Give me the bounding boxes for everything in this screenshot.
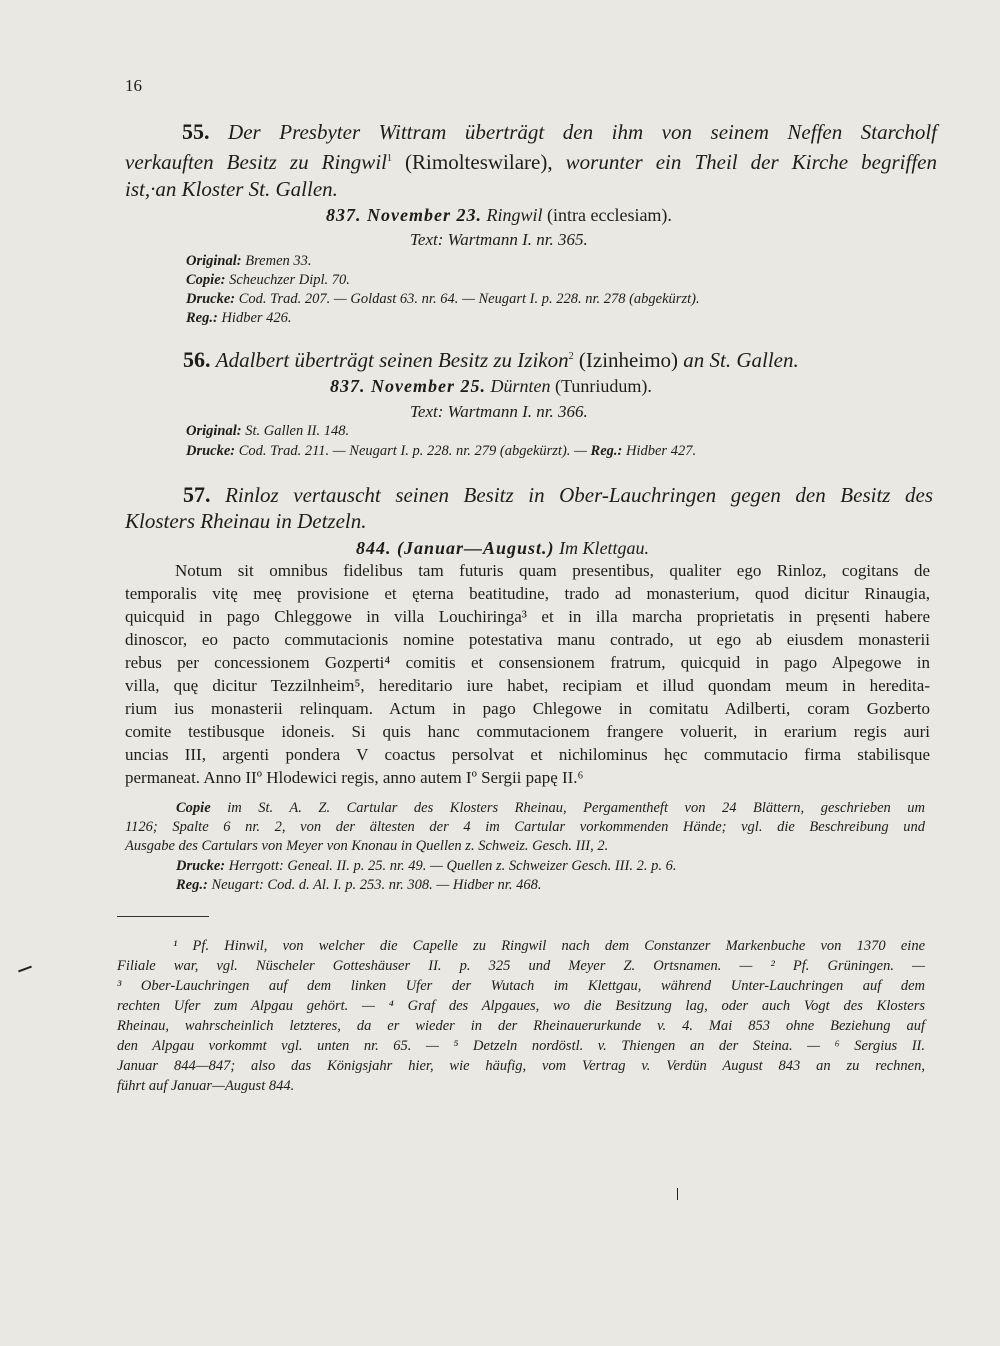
doc57-body-line: uncias III, argenti pondera V coactus persolvat et nichilominus hęc commutacio firma stabilisque	[125, 745, 930, 764]
doc55-title-line1	[182, 119, 937, 145]
doc57-title-line1	[183, 482, 933, 508]
doc56-source-drucke: Drucke: Cod. Trad. 211. — Neugart I. p. 228. nr. 279 (abgekürzt). — Reg.: Hidber 427.	[186, 443, 697, 459]
doc55-title-text1: Der Presbyter Wittram überträgt den ihm von seinem Neffen Starcholf	[228, 120, 937, 144]
doc55-text-reference: Text: Wartmann I. nr. 365.	[410, 230, 588, 249]
doc55-date	[326, 205, 672, 226]
doc57-title-text1: Rinloz vertauscht seinen Besitz in Ober-Lauchringen gegen den Besitz des	[225, 483, 934, 507]
doc57-body-line: villa, quę dicitur Tezzilnheim⁵, hereditario iure habet, recipiam et illud quondam meum in heredita-	[125, 676, 930, 695]
doc55-title-line3: ist,·an Kloster St. Gallen.	[125, 177, 338, 201]
doc55-title-italic: verkauften Besitz zu Ringwil	[125, 150, 387, 174]
doc57-body-line: rium ius monasterii relinquam. Actum in pago Chlegowe in comitatu Adilberti, coram Gozberto	[125, 699, 930, 718]
footnote-line: ¹ Pf. Hinwil, von welcher die Capelle zu Ringwil nach dem Constanzer Markenbuche von 1370 eine	[173, 938, 925, 954]
doc57-date	[356, 538, 649, 559]
doc56-source-original: Original: St. Gallen II. 148.	[186, 423, 350, 439]
doc55-source-drucke: Drucke: Cod. Trad. 207. — Goldast 63. nr. 64. — Neugart I. p. 228. nr. 278 (abgekürzt).	[186, 291, 700, 307]
footnote-line: Filiale war, vgl. Nüscheler Gotteshäuser II. p. 325 und Meyer Z. Ortsnamen. — ² Pf. Grüningen. —	[117, 958, 925, 974]
doc57-cite-copie-line3: Ausgabe des Cartulars von Meyer von Knonau in Quellen z. Schweiz. Gesch. III, 2.	[125, 838, 609, 854]
footnote-line: Rheinau, wahrscheinlich letzteres, da er wieder in der Rheinauerurkunde v. 4. Mai 853 ohne Beziehung auf	[117, 1018, 925, 1034]
footnote-line: ³ Ober-Lauchringen auf dem linken Ufer der Wutach im Klettgau, während Unter-Lauchringen auf dem	[117, 978, 925, 994]
doc56-title	[183, 347, 799, 373]
margin-mark	[18, 966, 32, 973]
footnote-separator	[117, 916, 209, 917]
footnote-ref-1: 1	[386, 153, 392, 164]
doc57-cite-drucke: Drucke: Herrgott: Geneal. II. p. 25. nr. 49. — Quellen z. Schweizer Gesch. III. 2. p. 6.	[176, 858, 677, 874]
doc57-body-line: comite testibusque idoneis. Si quis hanc commutacionem frangere voluerit, in erarium regis auri	[125, 722, 930, 741]
doc55-title-upright: (Rimolteswilare),	[391, 150, 566, 174]
doc57-number: 57.	[183, 482, 211, 507]
footnote-line: Januar 844—847; also das Königsjahr hier, wie häufig, vom Vertrag v. Verdün August 843 an zu rechnen,	[117, 1058, 925, 1074]
doc57-body-line: temporalis vitę meę provisione et ęterna beatitudine, trado ad monasterium, quod dicitur Rinaugia,	[125, 584, 930, 603]
doc55-source-reg: Reg.: Hidber 426.	[186, 310, 292, 326]
doc55-date-place: Ringwil	[486, 205, 543, 225]
doc55-date-bold: 837. November 23.	[326, 205, 482, 225]
doc56-title-upright: (Izinheimo)	[573, 348, 684, 372]
doc57-body-line: dinoscor, eo pacto commutacionis nomine potestativa manu contrado, ut ego ab eiusdem monasterii	[125, 630, 930, 649]
doc56-title-italic-end: an St. Gallen.	[683, 348, 799, 372]
doc57-title-line2: Klosters Rheinau in Detzeln.	[125, 509, 367, 533]
page-number: 16	[125, 76, 142, 95]
doc56-date-bold: 837. November 25.	[330, 376, 486, 396]
doc55-number: 55.	[182, 119, 210, 144]
doc56-number: 56.	[183, 347, 211, 372]
doc57-cite-reg: Reg.: Neugart: Cod. d. Al. I. p. 253. nr. 308. — Hidber nr. 468.	[176, 877, 542, 893]
doc56-date-place: Dürnten	[490, 376, 551, 396]
doc55-source-copie: Copie: Scheuchzer Dipl. 70.	[186, 272, 350, 288]
margin-mark	[677, 1188, 678, 1200]
doc55-title-italic-end: worunter ein Theil der Kirche begriffen	[565, 150, 937, 174]
doc56-date-note: (Tunriudum).	[554, 376, 652, 396]
doc56-text-reference: Text: Wartmann I. nr. 366.	[410, 402, 588, 421]
doc57-date-place: Im Klettgau.	[559, 538, 650, 558]
doc57-body-line: rebus per concessionem Gozperti⁴ comitis et consensionem fratrum, quicquid in pago Alpegowe in	[125, 653, 930, 672]
footnote-line: rechten Ufer zum Alpgau gehört. — ⁴ Graf des Alpgaues, wo die Besitzung lag, oder auch Vogt des Klosters	[117, 998, 925, 1014]
doc57-cite-copie-line2: 1126; Spalte 6 nr. 2, von der ältesten der 4 im Cartular vorkommenden Hände; vgl. die Beschreibung und	[125, 819, 925, 835]
doc57-date-bold: 844. (Januar—August.)	[356, 538, 555, 558]
doc55-title-line2	[125, 150, 937, 175]
doc56-date	[330, 376, 652, 397]
doc57-cite-copie: Copie im St. A. Z. Cartular des Klosters Rheinau, Pergamentheft von 24 Blättern, geschrieben um	[176, 800, 926, 816]
footnote-ref-2: 2	[568, 351, 574, 362]
doc57-body-last-line: permaneat. Anno IIº Hlodewici regis, anno autem Iº Sergii papę II.⁶	[125, 768, 584, 787]
footnote-line: führt auf Januar—August 844.	[117, 1078, 295, 1094]
doc57-body-line: quicquid in pago Chleggowe in villa Louchiringa³ et in illa marcha proprietatis in pręsenti habere	[125, 607, 930, 626]
doc55-date-note: (intra ecclesiam).	[547, 205, 672, 225]
doc56-title-italic: Adalbert überträgt seinen Besitz zu Izikon	[215, 348, 569, 372]
footnote-line: den Alpgau vorkommt vgl. unten nr. 65. — ⁵ Detzeln nordöstl. v. Thiengen an der Steina. — ⁶ Sergius II.	[117, 1038, 925, 1054]
doc57-body-line: Notum sit omnibus fidelibus tam futuris quam presentibus, qualiter ego Rinloz, cogitans de	[175, 561, 930, 580]
doc55-source-original: Original: Bremen 33.	[186, 253, 312, 269]
